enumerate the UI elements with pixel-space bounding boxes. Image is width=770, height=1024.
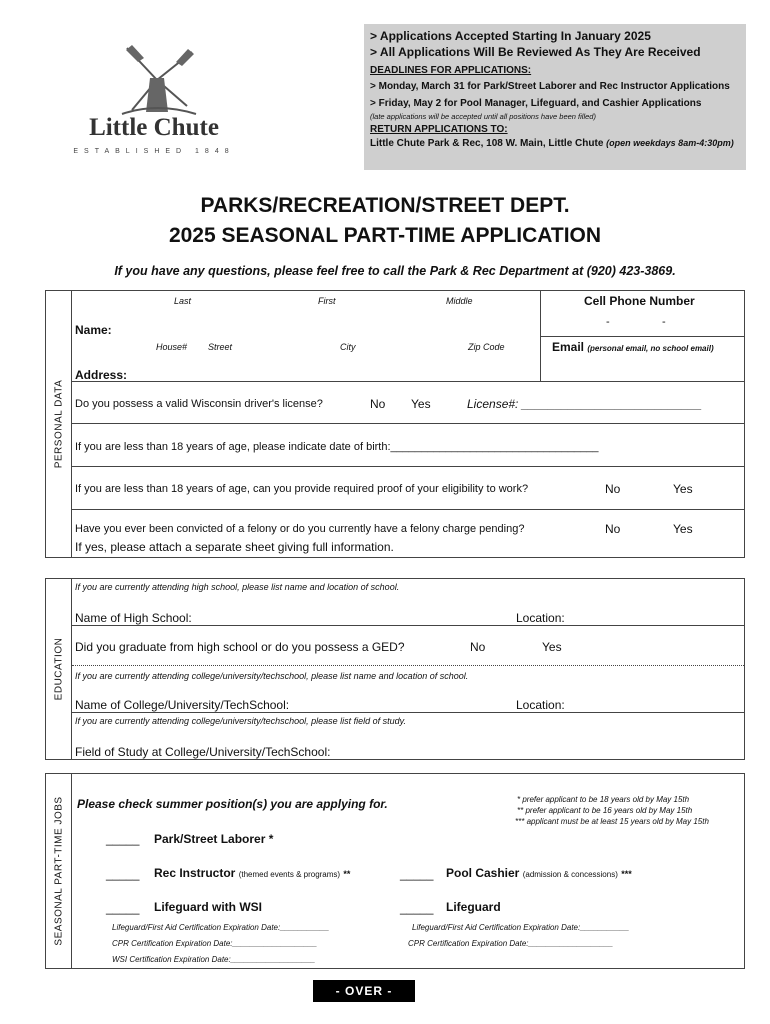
divider (72, 625, 744, 626)
divider (72, 381, 744, 382)
name-label: Name: (75, 323, 112, 337)
address-label: Address: (75, 368, 128, 382)
cashier-note: (admission & concessions) (522, 870, 618, 879)
jobs-sidebar (46, 774, 72, 968)
felony-no[interactable]: No (605, 522, 621, 536)
lifeguard-cpr-date[interactable]: CPR Certification Expiration Date:___________________ (408, 939, 614, 948)
divider (72, 509, 744, 510)
rec-checkbox[interactable]: _____ (106, 867, 140, 881)
cashier-checkbox[interactable]: _____ (400, 867, 434, 881)
deadlines-heading: DEADLINES FOR APPLICATIONS: (370, 65, 532, 76)
windmill-icon (112, 40, 202, 120)
park-checkbox[interactable]: _____ (106, 832, 140, 846)
age-note-1: * prefer applicant to be 18 years old by May 15th (517, 795, 690, 804)
felony-note: If yes, please attach a separate sheet giving full information. (75, 540, 394, 554)
lifeguard-first-aid-date[interactable]: Lifeguard/First Aid Certification Expiration Date:___________ (412, 923, 630, 932)
wsi-first-aid-date[interactable]: Lifeguard/First Aid Certification Expiration Date:___________ (112, 923, 330, 932)
cell-phone-label: Cell Phone Number (584, 294, 695, 308)
info-line-1: > Applications Accepted Starting In January 2025 (370, 29, 651, 43)
jobs-section (45, 773, 745, 969)
divider (72, 466, 744, 467)
info-box (364, 24, 746, 170)
education-sidebar (46, 579, 72, 759)
city-label: City (340, 342, 356, 352)
education-label: EDUCATION (53, 637, 64, 701)
over-indicator: - OVER - (313, 980, 415, 1002)
last-label: Last (174, 296, 192, 306)
return-hours: (open weekdays 8am-4:30pm) (606, 138, 734, 148)
rec-note: (themed events & programs) (238, 870, 341, 879)
lifeguard-checkbox[interactable]: _____ (400, 901, 434, 915)
zip-label: Zip Code (468, 342, 505, 352)
lifeguard-label: Lifeguard (446, 900, 501, 914)
jobs-label: SEASONAL PART-TIME JOBS (53, 796, 64, 946)
return-address: Little Chute Park & Rec, 108 W. Main, Little Chute (370, 138, 604, 149)
page-title-line-1: PARKS/RECREATION/STREET DEPT. (200, 194, 570, 217)
education-section (45, 578, 745, 760)
hs-note: If you are currently attending high school, please list name and location of school. (75, 582, 400, 592)
jobs-prompt: Please check summer position(s) you are applying for. (77, 797, 388, 811)
house-label: House# (156, 342, 188, 352)
felony-question: Have you ever been convicted of a felony or do you currently have a felony charge pending? (75, 523, 525, 535)
logo-name: Little Chute (89, 114, 219, 141)
deadline-2: > Friday, May 2 for Pool Manager, Lifeguard, and Cashier Applications (370, 98, 702, 109)
email-label: Email (552, 340, 585, 354)
divider (72, 712, 744, 713)
lifeguard-wsi-checkbox[interactable]: _____ (106, 901, 140, 915)
license-number-field[interactable]: License#: ___________________________ (467, 397, 702, 411)
hs-name-label[interactable]: Name of High School: (75, 611, 192, 625)
middle-label: Middle (446, 296, 473, 306)
street-label: Street (208, 342, 233, 352)
personal-data-label: PERSONAL DATA (53, 379, 64, 469)
eligibility-no[interactable]: No (605, 482, 621, 496)
dob-question[interactable]: If you are less than 18 years of age, please indicate date of birth:__________________________________ (75, 441, 599, 453)
page-subtitle: If you have any questions, please feel free to call the Park & Rec Department at (920) 423-3869. (114, 264, 676, 278)
cashier-star: *** (621, 869, 632, 879)
ged-no[interactable]: No (470, 640, 486, 654)
rec-star: ** (343, 869, 351, 879)
divider (72, 423, 744, 424)
page-title-line-2: 2025 SEASONAL PART-TIME APPLICATION (168, 224, 602, 247)
return-heading: RETURN APPLICATIONS TO: (370, 124, 508, 135)
college-name-label[interactable]: Name of College/University/TechSchool: (75, 698, 290, 712)
rec-label: Rec Instructor (154, 866, 236, 880)
logo (50, 36, 258, 166)
phone-dash-1: - (606, 316, 610, 328)
personal-data-section (45, 290, 745, 558)
logo-established: ESTABLISHED 1848 (73, 148, 235, 155)
wsi-cpr-date[interactable]: CPR Certification Expiration Date:___________________ (112, 939, 318, 948)
college-location-label[interactable]: Location: (516, 698, 565, 712)
license-no[interactable]: No (370, 397, 386, 411)
license-yes[interactable]: Yes (411, 397, 431, 411)
study-note: If you are currently attending college/university/techschool, please list field of study. (75, 716, 407, 726)
field-of-study-label[interactable]: Field of Study at College/University/TechSchool: (75, 745, 331, 759)
deadline-1: > Monday, March 31 for Park/Street Laborer and Rec Instructor Applications (370, 81, 730, 92)
hs-location-label[interactable]: Location: (516, 611, 565, 625)
lifeguard-wsi-label: Lifeguard with WSI (154, 900, 262, 914)
email-note: (personal email, no school email) (587, 344, 714, 353)
license-question: Do you possess a valid Wisconsin driver's license? (75, 398, 323, 410)
eligibility-yes[interactable]: Yes (673, 482, 693, 496)
personal-data-sidebar (46, 291, 72, 557)
age-note-2: ** prefer applicant to be 16 years old by May 15th (517, 806, 693, 815)
age-note-3: *** applicant must be at least 15 years old by May 15th (515, 817, 709, 826)
college-note: If you are currently attending college/university/techschool, please list name and location of school. (75, 671, 469, 681)
felony-yes[interactable]: Yes (673, 522, 693, 536)
divider (72, 665, 744, 666)
ged-question: Did you graduate from high school or do you possess a GED? (75, 640, 405, 654)
cashier-label: Pool Cashier (446, 866, 520, 880)
info-line-2: > All Applications Will Be Reviewed As They Are Received (370, 45, 701, 59)
park-label: Park/Street Laborer * (154, 832, 274, 846)
ged-yes[interactable]: Yes (542, 640, 562, 654)
wsi-cert-date[interactable]: WSI Certification Expiration Date:___________________ (112, 955, 316, 964)
late-note: (late applications will be accepted until all positions have been filled) (370, 112, 596, 121)
phone-dash-2: - (662, 316, 666, 328)
eligibility-question: If you are less than 18 years of age, can you provide required proof of your eligibility to work? (75, 483, 529, 495)
first-label: First (318, 296, 336, 306)
contact-divider (540, 336, 744, 337)
